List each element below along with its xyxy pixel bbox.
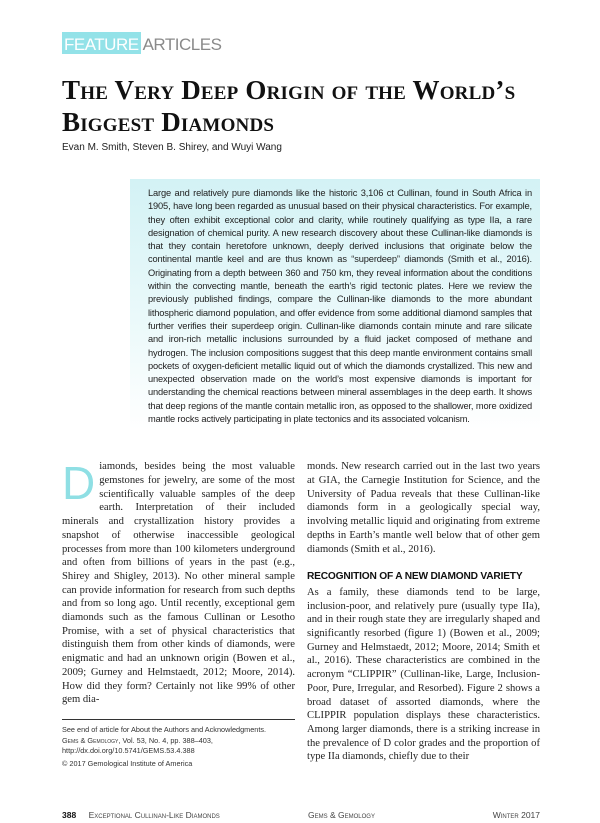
article-page <box>62 32 540 823</box>
body-column-left <box>62 457 295 769</box>
footnote-doi-link[interactable]: http://dx.doi.org/10.5741/GEMS.53.4.388 <box>62 746 195 755</box>
footnote-divider <box>62 719 295 720</box>
body-columns <box>62 457 540 769</box>
section-banner <box>62 32 540 54</box>
footnote-area <box>62 707 295 769</box>
footnote-authors-note: See end of article for About the Authors and Acknowledgments. <box>62 725 267 734</box>
footer-issue: Winter 2017 <box>492 810 540 820</box>
feature-label: FEATURE <box>62 32 141 54</box>
abstract-box <box>130 179 540 430</box>
running-title: Exceptional Cullinan-Like Diamonds <box>88 810 220 820</box>
intro-text-left: iamonds, besides being the most valuable gemstones for jewelry, are some of the most scientifically valuable samples of the deep earth. Interpretation of their included minerals and crystallization history provides a snapshot of otherwise inaccessible geological processes from more than 100 kilometers underground and often from billions of years in the past (e.g., Shirey and Shigley, 2013). No other mineral sample can provide information for research from such depths and from so long ago. Until recently, exceptional gem diamonds such as the famous Cullinan or Lesotho Promise, with a set of physical characteristics that distinguish them from other kinds of diamonds, were enigmatic and had an unknown origin (Bowen et al., 2009; Gurney and Helmstaedt, 2012; Moore, 2014). How did they form? Certainly not like 99% of other gem dia- <box>62 461 295 706</box>
drop-cap: D <box>62 457 96 510</box>
abstract-text: Large and relatively pure diamonds like the historic 3,106 ct Cullinan, found in South Africa in 1905, have long been regarded as unusual based on their physical characteristics. For example, they often exhibit exceptional color and clarity, while routinely qualifying as type IIa, a rare designation of chemical purity. A new research discovery about these Cullinan-like diamonds is that they contain heretofore unknown, deeply derived inclusions that originate below the continental mantle keel and are thus known as “superdeep” diamonds (Smith et al., 2016). Originating from a depth between 360 and 750 km, they reveal information about the conditions within the convecting mantle, beneath the earth’s rigid tectonic plates. Here we review the previously published findings, compare the Cullinan-like diamonds to the more abundant lithospheric diamond population, and offer evidence from some additional diamond samples that further verifies their superdeep origin. Cullinan-like diamonds contain minute and rare silicate and iron-rich metallic inclusions surrounded by a fluid jacket composed of methane and hydrogen. The inclusion compositions suggest that this deep mantle environment contains small pockets of oxygen-deficient metallic liquid out of which the diamonds crystallized. This new and unexpected observation made on the world’s most expensive diamonds is important for understanding the chemical reactions between mineral assemblages in the deep earth. It shows that deep regions of the mantle contain metallic iron, as opposed to the shallower, more oxidized mantle rocks actively participating in plate tectonics and its associated volcanism. <box>148 188 532 425</box>
section-paragraph: As a family, these diamonds tend to be large, inclusion-poor, and relatively pure (usually type IIa), and in their rough state they are irregularly shaped and significantly resorbed (figure 1) (Bowen et al., 2009; Gurney and Helmstaedt, 2012; Moore, 2014; Smith et al., 2016). These characteristics are combined in the acronym “CLIPPIR” (Cullinan-like, Large, Inclusion-Poor, Pure, Irregular, and Resorbed). Figure 2 shows a broad dataset of assorted diamonds, where the CLIPPIR population displays these characteristics. Among larger diamonds, there is a striking increase in the prevalence of D color grades and the proportion of type IIa diamonds, chiefly due to their <box>307 586 540 763</box>
footnote-volume: , Vol. 53, No. 4, pp. 388–403, <box>118 735 213 745</box>
footnote-copyright: © 2017 Gemological Institute of America <box>62 758 193 768</box>
articles-label: ARTICLES <box>142 35 222 54</box>
body-column-right <box>307 460 540 769</box>
page-number: 388 <box>62 810 77 820</box>
intro-text-right: monds. New research carried out in the last two years at GIA, the Carnegie Institution for Science, and the University of Padua reveals that these Cullinan-like diamonds form in a geologically special way, involving metallic liquid and originating from extreme depths in Earth’s mantle well below that of other gem diamonds (Smith et al., 2016). <box>307 461 540 555</box>
section-heading: RECOGNITION OF A NEW DIAMOND VARIETY <box>307 571 523 583</box>
footer-journal: Gems & Gemology <box>308 810 375 820</box>
intro-paragraph <box>62 457 295 707</box>
article-authors: Evan M. Smith, Steven B. Shirey, and Wuyi Wang <box>62 142 282 153</box>
page-footer <box>62 809 540 823</box>
footnote <box>62 725 295 769</box>
footnote-journal: Gems & Gemology <box>62 735 119 745</box>
footnote-citation <box>62 736 295 747</box>
article-title: The Very Deep Origin of the World’s Biggest Diamonds <box>62 75 516 137</box>
